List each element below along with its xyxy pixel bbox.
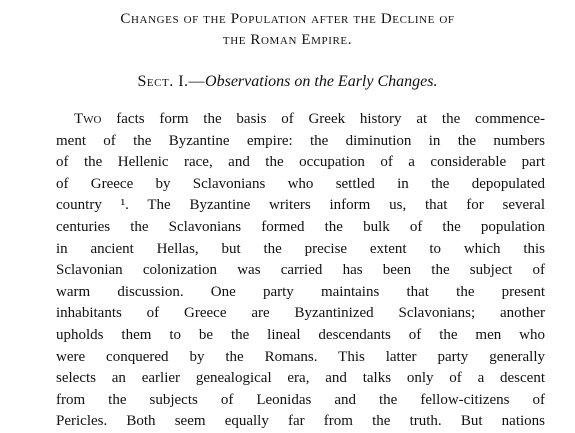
paragraph-line: in ancient Hellas, but the precise extent to which this — [56, 240, 545, 257]
paragraph-line: centuries the Sclavonians formed the bulk of the population — [56, 218, 545, 235]
paragraph-line: ment of the Byzantine empire: the diminution in the numbers — [56, 132, 545, 149]
paragraph-lead-word: Two — [74, 111, 102, 127]
paragraph-line — [56, 109, 545, 131]
paragraph-line: were conquered by the Romans. This latter party generally — [56, 348, 545, 365]
paragraph-line: of the Hellenic race, and the occupation of a considerable part — [56, 154, 545, 171]
section-label: Sect. I.— — [137, 73, 206, 90]
paragraph-line: warm discussion. One party maintains that the present — [56, 283, 545, 300]
paragraph-line: Pericles. Both seem equally far from the truth. But nations — [56, 413, 545, 430]
paragraph-line: upholds them to be the lineal descendants of the men who — [56, 326, 545, 343]
section-subtitle: Observations on the Early Changes. — [205, 73, 438, 90]
paragraph-line: Sclavonian colonization was carried has been the subject of — [56, 262, 545, 279]
chapter-title-line-1: Changes of the Population after the Decline of — [120, 11, 455, 27]
paragraph-line: country ¹. The Byzantine writers inform us, that for several — [56, 197, 545, 214]
body-paragraph — [56, 109, 545, 433]
section-heading — [0, 72, 575, 92]
paragraph-line: inhabitants of Greece are Byzantinized Sclavonians; another — [56, 305, 545, 322]
paragraph-line-text: facts form the basis of Greek history at the commence- — [101, 111, 545, 127]
paragraph-line: selects an earlier genealogical era, and talks only of a descent — [56, 370, 545, 387]
paragraph-line: of Greece by Sclavonians who settled in the depopulated — [56, 175, 545, 192]
paragraph-line: from the subjects of Leonidas and the fellow-citizens of — [56, 391, 545, 408]
chapter-title-line-2: the Roman Empire. — [222, 32, 353, 48]
